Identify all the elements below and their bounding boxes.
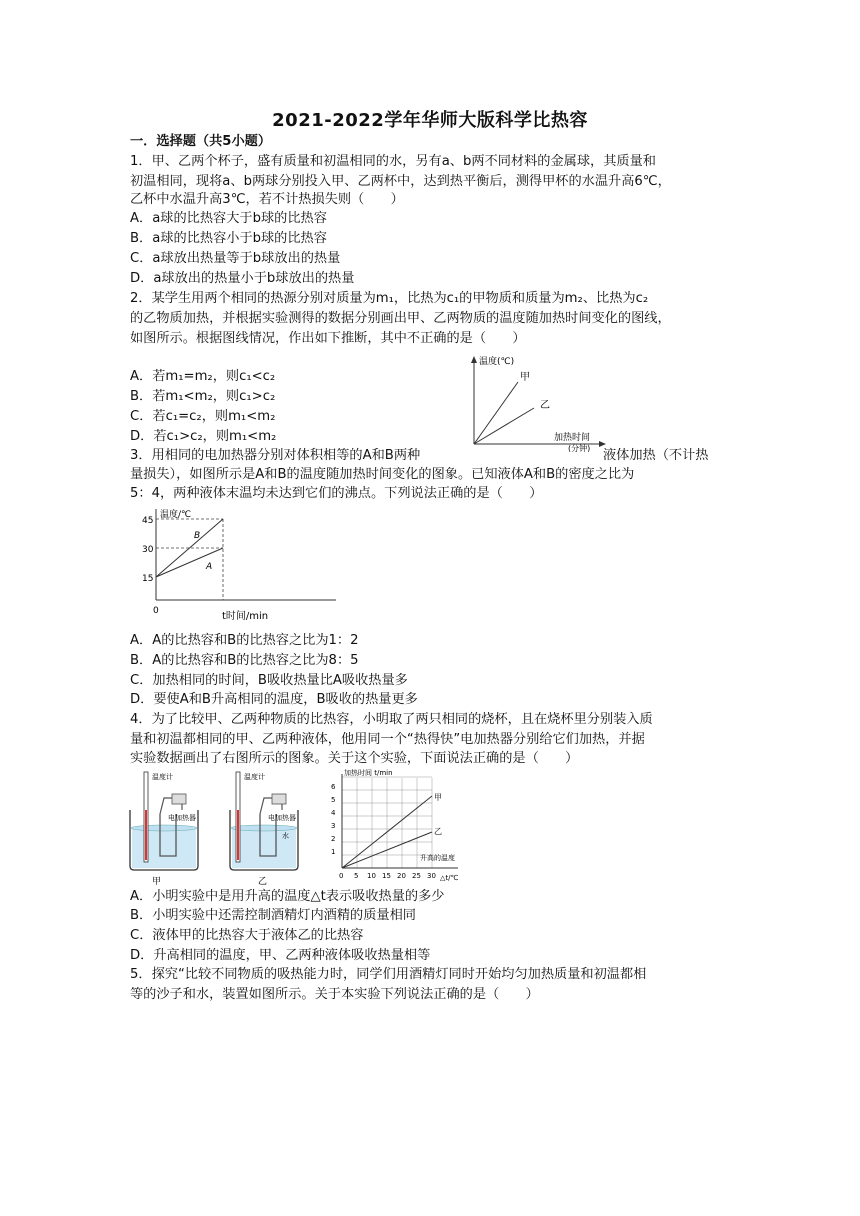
q4-graph-xtick-0: 0 — [339, 872, 344, 880]
q4-line-3: 实验数据画出了右图所示的图象。关于这个实验，下面说法正确的是（ ） — [130, 751, 579, 766]
q1-line-2: 初温相同，现将a、b两球分别投入甲、乙两杯中，达到热平衡后，测得甲杯的水温升高6℃， — [130, 174, 671, 189]
q4-option-c: C．液体甲的比热容大于液体乙的比热容 — [130, 928, 364, 943]
q4-beaker2-caption: 乙 — [258, 877, 268, 887]
q4-heating-time-graph — [328, 768, 466, 888]
q4-graph-xtick-15: 15 — [382, 872, 391, 880]
q4-beaker2-liquid-label: 水 — [282, 832, 289, 840]
q4-beaker1-thermometer-label: 温度计 — [152, 773, 173, 781]
q3-graph-ytick-15: 15 — [142, 574, 154, 584]
q2-option-b: B．若m₁<m₂，则c₁>c₂ — [130, 389, 276, 404]
q3-graph-xlabel: t时间/min — [222, 611, 269, 622]
q4-graph-xtick-30: 30 — [427, 872, 436, 880]
q4-graph-ytick-4: 4 — [331, 809, 336, 817]
q4-graph-xlabel: 升高的温度 — [420, 854, 455, 862]
q4-beaker1-heater-label: 电加热器 — [168, 814, 196, 822]
q2-line-1: 2．某学生用两个相同的热源分别对质量为m₁，比热为c₁的甲物质和质量为m₂、比热为c₂ — [130, 291, 649, 306]
q4-beaker2-thermometer-label: 温度计 — [244, 773, 265, 781]
q5-line-1: 5．探究“比较不同物质的吸热能力时，同学们用酒精灯同时开始均匀加热质量和初温都相 — [130, 967, 647, 982]
q4-option-a: A．小明实验中是用升高的温度△t表示吸收热量的多少 — [130, 889, 445, 904]
q4-beaker-jia-illustration — [124, 770, 220, 888]
q4-graph-series-yi: 乙 — [434, 827, 442, 836]
q4-option-d: D．升高相同的温度，甲、乙两种液体吸收热量相等 — [130, 948, 431, 963]
q4-graph-ytick-3: 3 — [331, 822, 336, 830]
q3-graph-ylabel: 温度/℃ — [160, 510, 192, 520]
q3-graph-series-a: A — [206, 562, 213, 572]
q1-option-d: D．a球放出的热量小于b球放出的热量 — [130, 271, 355, 286]
q2-option-a: A．若m₁=m₂，则c₁<c₂ — [130, 369, 276, 384]
q4-graph-xtick-20: 20 — [397, 872, 406, 880]
q2-graph-xlabel: 加热时间 — [554, 433, 591, 443]
q4-beaker2-heater-label: 电加热器 — [268, 814, 296, 822]
q2-option-c: C．若c₁=c₂，则m₁<m₂ — [130, 409, 276, 424]
q4-graph-ytick-2: 2 — [331, 835, 336, 843]
q2-graph-series-yi: 乙 — [540, 400, 550, 411]
q3-graph-ytick-45: 45 — [142, 516, 154, 526]
q4-graph-ytick-1: 1 — [331, 848, 336, 856]
q3-graph-origin: 0 — [153, 606, 159, 616]
q3-option-a: A．A的比热容和B的比热容之比为1：2 — [130, 633, 359, 648]
q2-line-2: 的乙物质加热，并根据实验测得的数据分别画出甲、乙两物质的温度随加热时间变化的图线， — [130, 311, 671, 326]
q4-line-2: 量和初温都相同的甲、乙两种液体，他用同一个“热得快”电加热器分别给它们加热，并据 — [130, 732, 645, 747]
q1-line-3: 乙杯中水温升高3℃，若不计热损失则（ ） — [130, 192, 404, 207]
q1-option-a: A．a球的比热容大于b球的比热容 — [130, 211, 327, 226]
q4-graph-xunit: △t/℃ — [440, 874, 459, 882]
q2-temperature-graph — [462, 352, 612, 452]
q3-graph-series-b: B — [194, 531, 201, 541]
q4-beaker1-caption: 甲 — [152, 877, 162, 887]
q3-line-3: 5：4，两种液体末温均未达到它们的沸点。下列说法正确的是（ ） — [130, 486, 543, 501]
q3-option-c: C．加热相同的时间，B吸收热量比A吸收热量多 — [130, 673, 408, 688]
q3-line-2: 量损失），如图所示是A和B的温度随加热时间变化的图象。已知液体A和B的密度之比为 — [130, 467, 635, 482]
q3-temperature-graph — [140, 505, 340, 627]
q4-graph-xtick-5: 5 — [354, 872, 359, 880]
q4-beaker-yi-illustration — [224, 770, 324, 888]
q1-line-1: 1．甲、乙两个杯子，盛有质量和初温相同的水，另有a、b两不同材料的金属球，其质量和 — [130, 154, 656, 169]
q3-line-1: 3．用相同的电加热器分别对体积相等的A和B两种 — [130, 448, 421, 463]
q4-graph-xtick-10: 10 — [367, 872, 376, 880]
page-title: 2021-2022学年华师大版科学比热容 — [272, 110, 588, 131]
q3-option-b: B．A的比热容和B的比热容之比为8：5 — [130, 653, 359, 668]
q3-graph-ytick-30: 30 — [142, 545, 154, 555]
q1-option-c: C．a球放出热量等于b球放出的热量 — [130, 251, 341, 266]
q4-option-b: B．小明实验中还需控制酒精灯内酒精的质量相同 — [130, 908, 416, 923]
q4-graph-series-jia: 甲 — [434, 793, 442, 802]
q4-graph-ytick-6: 6 — [331, 783, 336, 791]
q2-graph-ylabel: 温度(℃) — [479, 357, 515, 367]
q2-graph-series-jia: 甲 — [520, 372, 530, 383]
q4-graph-xtick-25: 25 — [412, 872, 421, 880]
q5-line-2: 等的沙子和水，装置如图所示。关于本实验下列说法正确的是（ ） — [130, 987, 539, 1002]
q4-graph-ylabel: 加热时间 t/min — [344, 769, 393, 777]
q2-line-3: 如图所示。根据图线情况，作出如下推断，其中不正确的是（ ） — [130, 331, 526, 346]
q1-option-b: B．a球的比热容小于b球的比热容 — [130, 231, 327, 246]
q2-graph-xunit: (分钟) — [568, 444, 591, 452]
section-heading: 一．选择题（共5小题） — [130, 134, 272, 149]
q3-option-d: D．要使A和B升高相同的温度，B吸收的热量更多 — [130, 692, 418, 707]
q4-graph-ytick-5: 5 — [331, 796, 336, 804]
q3-line-1-right: 液体加热（不计热 — [603, 448, 709, 463]
q4-line-1: 4．为了比较甲、乙两种物质的比热容，小明取了两只相同的烧杯，且在烧杯里分别装入质 — [130, 712, 653, 727]
q2-option-d: D．若c₁>c₂，则m₁<m₂ — [130, 429, 277, 444]
